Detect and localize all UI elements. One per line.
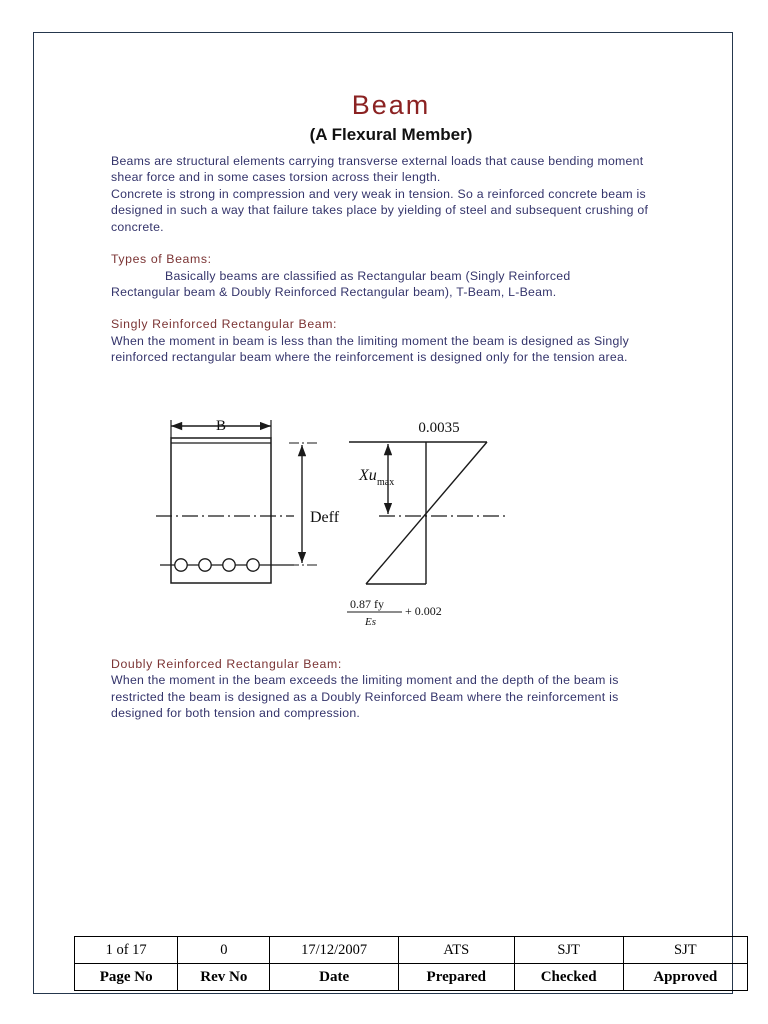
section-heading-doubly: Doubly Reinforced Rectangular Beam: [111, 657, 342, 671]
formula-numerator: 0.87 fy [350, 597, 384, 611]
depth-label: Deff [310, 509, 340, 526]
intro-paragraph-1: Beams are structural elements carrying transverse external loads that cause bending moment shear force and in some cases torsion across their length. [111, 154, 644, 185]
footer-label-checked: Checked [514, 964, 623, 991]
footer-value-date: 17/12/2007 [270, 937, 398, 964]
page-subtitle: (A Flexural Member) [309, 124, 473, 144]
footer-value-checked: SJT [514, 937, 623, 964]
rebar-circle [223, 559, 235, 571]
beam-cross-section [156, 418, 340, 583]
footer-value-rev-no: 0 [178, 937, 270, 964]
types-body: Rectangular beam & Doubly Reinforced Rectangular beam), T-Beam, L-Beam. [111, 284, 557, 299]
footer-revision-table [74, 936, 748, 991]
footer-value-prepared: ATS [398, 937, 514, 964]
xumax-label: Xu [359, 467, 377, 484]
doubly-reinforced-block [111, 656, 671, 722]
page-title: Beam [351, 90, 431, 120]
footer-label-approved: Approved [623, 964, 747, 991]
rebar-circle [247, 559, 259, 571]
spacer [111, 300, 671, 316]
singly-body: When the moment in beam is less than the limiting moment the beam is designed as Singly reinforced rectangular beam where the reinforcement is designed only for the tension area. [111, 333, 629, 365]
footer-label-date: Date [270, 964, 398, 991]
xumax-subscript: max [377, 477, 395, 488]
types-indent-line: Basically beams are classified as Rectangular beam (Singly Reinforced [165, 268, 571, 283]
table-row-labels [75, 964, 748, 991]
footer-label-prepared: Prepared [398, 964, 514, 991]
bottom-strain-formula [347, 597, 442, 628]
intro-paragraph-2: Concrete is strong in compression and very weak in tension. So a reinforced concrete beam is designed in such a way that failure takes place by yielding of steel and subsequent crushing of concrete. [111, 186, 649, 234]
strain-top-label: 0.0035 [418, 420, 460, 436]
width-label: B [215, 418, 227, 434]
document-content [111, 91, 671, 366]
footer-label-rev-no: Rev No [178, 964, 270, 991]
doubly-body: When the moment in the beam exceeds the limiting moment and the depth of the beam is restricted the beam is designed as a Doubly Reinforced Beam where the reinforcement is designed for both tension and compression. [111, 673, 619, 721]
page-border [33, 32, 733, 994]
footer-value-page-no: 1 of 17 [75, 937, 178, 964]
formula-addend: + 0.002 [405, 604, 442, 618]
strain-diagram [347, 420, 506, 628]
beam-strain-figure [154, 416, 554, 641]
formula-denominator: Es [365, 616, 376, 628]
footer-label-page-no: Page No [75, 964, 178, 991]
footer-value-approved: SJT [623, 937, 747, 964]
rebar-circle [199, 559, 211, 571]
rebar-circle [175, 559, 187, 571]
section-heading-singly: Singly Reinforced Rectangular Beam: [111, 317, 338, 332]
spacer [111, 235, 671, 251]
section-heading-types: Types of Beams: [111, 252, 212, 267]
table-row-values [75, 937, 748, 964]
